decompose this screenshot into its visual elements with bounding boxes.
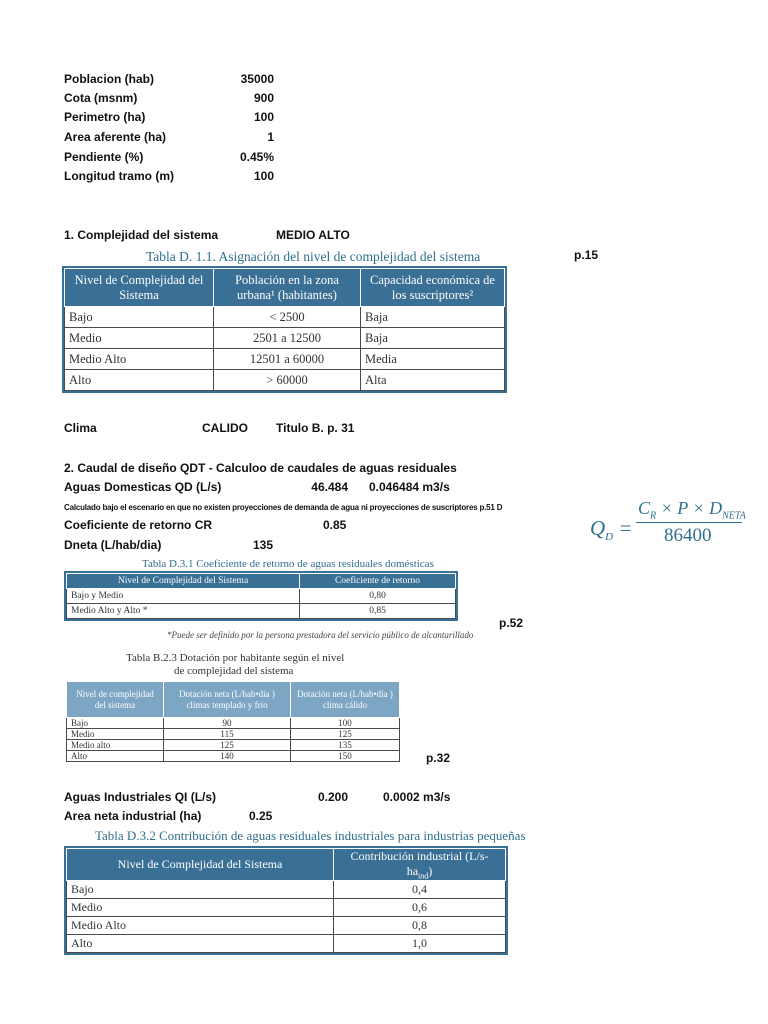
- industrial-contribution-table: [66, 848, 506, 953]
- table-caption: Tabla B.2.3 Dotación por habitante según el nivel: [126, 652, 345, 664]
- table-cell: Medio Alto y Alto *: [67, 604, 300, 619]
- fraction-bar: [636, 522, 742, 523]
- table-cell: 0,85: [300, 604, 456, 619]
- table-row: [65, 328, 505, 349]
- domesticas-value: 46.484: [311, 480, 348, 494]
- table-cell: 125: [291, 729, 400, 740]
- param-label: Pendiente (%): [64, 150, 144, 164]
- table-cell: Bajo: [65, 307, 214, 328]
- table-header-text: Contribución industrial (L/s-ha: [350, 849, 489, 878]
- dneta-value: 135: [253, 538, 274, 552]
- table-cell: Alta: [361, 370, 505, 391]
- table-header: Población en la zona urbana¹ (habitantes): [214, 269, 361, 307]
- table-cell: 125: [164, 740, 291, 751]
- section1-value: MEDIO ALTO: [276, 228, 350, 242]
- table-cell: Baja: [361, 328, 505, 349]
- domesticas-value-m3: 0.046484 m3/s: [369, 480, 450, 494]
- table-row: [67, 718, 400, 729]
- area-neta-label: Area neta industrial (ha): [64, 809, 202, 823]
- table-header: Capacidad económica de los suscriptores²: [361, 269, 505, 307]
- industriales-value: 0.200: [317, 790, 348, 804]
- table-cell: 0,8: [334, 917, 506, 935]
- table-cell: 150: [291, 751, 400, 762]
- formula-lhs: $Q_D$ =: [590, 516, 633, 544]
- clima-ref: Titulo B. p. 31: [276, 421, 355, 435]
- return-coefficient-table: [66, 573, 456, 619]
- table-cell: 140: [164, 751, 291, 762]
- table-caption: de complejidad del sistema: [174, 665, 294, 677]
- table-caption: Tabla D. 1.1. Asignación del nivel de complejidad del sistema: [146, 249, 481, 264]
- param-value: 35000: [240, 72, 274, 86]
- table-header: Nivel de Complejidad del Sistema: [67, 574, 300, 589]
- scenario-note: Calculado bajo el escenario en que no existen proyecciones de demanda de agua ni proyecciones de suscriptores p.51 D: [64, 503, 503, 512]
- table-header: [334, 849, 506, 881]
- table-cell: Medio alto: [67, 740, 164, 751]
- table-row: [67, 729, 400, 740]
- table-cell: Medio: [67, 729, 164, 740]
- table-cell: Alto: [67, 751, 164, 762]
- table-cell: 2501 a 12500: [214, 328, 361, 349]
- param-value: 100: [253, 110, 274, 124]
- table-cell: Baja: [361, 307, 505, 328]
- table-caption: Tabla D.3.2 Contribución de aguas residuales industriales para industrias pequeñas: [95, 828, 526, 843]
- param-value: 0.45%: [239, 150, 274, 164]
- dotation-table: [66, 681, 400, 762]
- table-cell: Bajo: [67, 881, 334, 899]
- clima-value: CALIDO: [202, 421, 248, 435]
- param-value: 1: [267, 130, 274, 144]
- table-cell: Media: [361, 349, 505, 370]
- param-label: Longitud tramo (m): [64, 169, 174, 183]
- table-row: [67, 917, 506, 935]
- table-cell: 0,4: [334, 881, 506, 899]
- table-cell: 90: [164, 718, 291, 729]
- industriales-label: Aguas Industriales QI (L/s): [64, 790, 217, 804]
- table-cell: < 2500: [214, 307, 361, 328]
- table-header: Nivel de complejidad del sistema: [67, 682, 164, 718]
- table-header: Dotación neta (L/hab•día ) clima cálido: [291, 682, 400, 718]
- param-value: 900: [253, 91, 274, 105]
- param-label: Cota (msnm): [64, 91, 138, 105]
- param-value: 100: [253, 169, 274, 183]
- table-header: Nivel de Complejidad del Sistema: [65, 269, 214, 307]
- param-label: Area aferente (ha): [64, 130, 167, 144]
- formula-numerator: $C_R \times P \times D_{NETA}$: [638, 498, 746, 522]
- table-cell: Medio Alto: [67, 917, 334, 935]
- area-neta-value: 0.25: [249, 809, 273, 823]
- table-header: Nivel de Complejidad del Sistema: [67, 849, 334, 881]
- section2-title: 2. Caudal de diseño QDT - Calculoo de caudales de aguas residuales: [64, 461, 457, 475]
- page-ref: p.32: [426, 751, 451, 765]
- table-cell: Medio: [67, 899, 334, 917]
- section1-title: 1. Complejidad del sistema: [64, 228, 219, 242]
- table-row: [67, 604, 456, 619]
- table-caption: Tabla D.3.1 Coeficiente de retorno de aguas residuales domésticas: [142, 558, 434, 570]
- table-cell: Alto: [67, 935, 334, 953]
- table-row: [65, 307, 505, 328]
- table-cell: > 60000: [214, 370, 361, 391]
- table-footnote: *Puede ser definido por la persona prestadora del servicio público de alcantarillado: [167, 630, 474, 640]
- coef-value: 0.85: [323, 518, 347, 532]
- formula-denominator: 86400: [664, 525, 712, 546]
- table-row: [67, 881, 506, 899]
- coef-label: Coeficiente de retorno CR: [64, 518, 213, 532]
- table-cell: Alto: [65, 370, 214, 391]
- clima-label: Clima: [64, 421, 97, 435]
- table-row: [67, 751, 400, 762]
- table-cell: 0,80: [300, 589, 456, 604]
- page-ref: p.52: [499, 616, 524, 630]
- table-cell: 115: [164, 729, 291, 740]
- table-header-close: ): [428, 864, 433, 878]
- param-label: Poblacion (hab): [64, 72, 154, 86]
- table-cell: 0,6: [334, 899, 506, 917]
- table-cell: 100: [291, 718, 400, 729]
- table-row: [67, 589, 456, 604]
- param-label: Perimetro (ha): [64, 110, 146, 124]
- table-row: [65, 370, 505, 391]
- table-row: [65, 349, 505, 370]
- table-row: [67, 935, 506, 953]
- table-header: Coeficiente de retorno: [300, 574, 456, 589]
- industriales-value-m3: 0.0002 m3/s: [383, 790, 451, 804]
- table-cell: Medio: [65, 328, 214, 349]
- table-row: [67, 899, 506, 917]
- domesticas-label: Aguas Domesticas QD (L/s): [64, 480, 222, 494]
- table-cell: Bajo y Medio: [67, 589, 300, 604]
- dneta-label: Dneta (L/hab/dia): [64, 538, 162, 552]
- table-cell: 12501 a 60000: [214, 349, 361, 370]
- table-cell: Bajo: [67, 718, 164, 729]
- page-ref: p.15: [574, 248, 599, 262]
- complexity-table: [64, 268, 505, 391]
- table-cell: Medio Alto: [65, 349, 214, 370]
- table-cell: 135: [291, 740, 400, 751]
- table-header-sub: ind: [418, 871, 429, 881]
- table-cell: 1,0: [334, 935, 506, 953]
- table-header: Dotación neta (L/hab•día ) climas templado y frío: [164, 682, 291, 718]
- table-row: [67, 740, 400, 751]
